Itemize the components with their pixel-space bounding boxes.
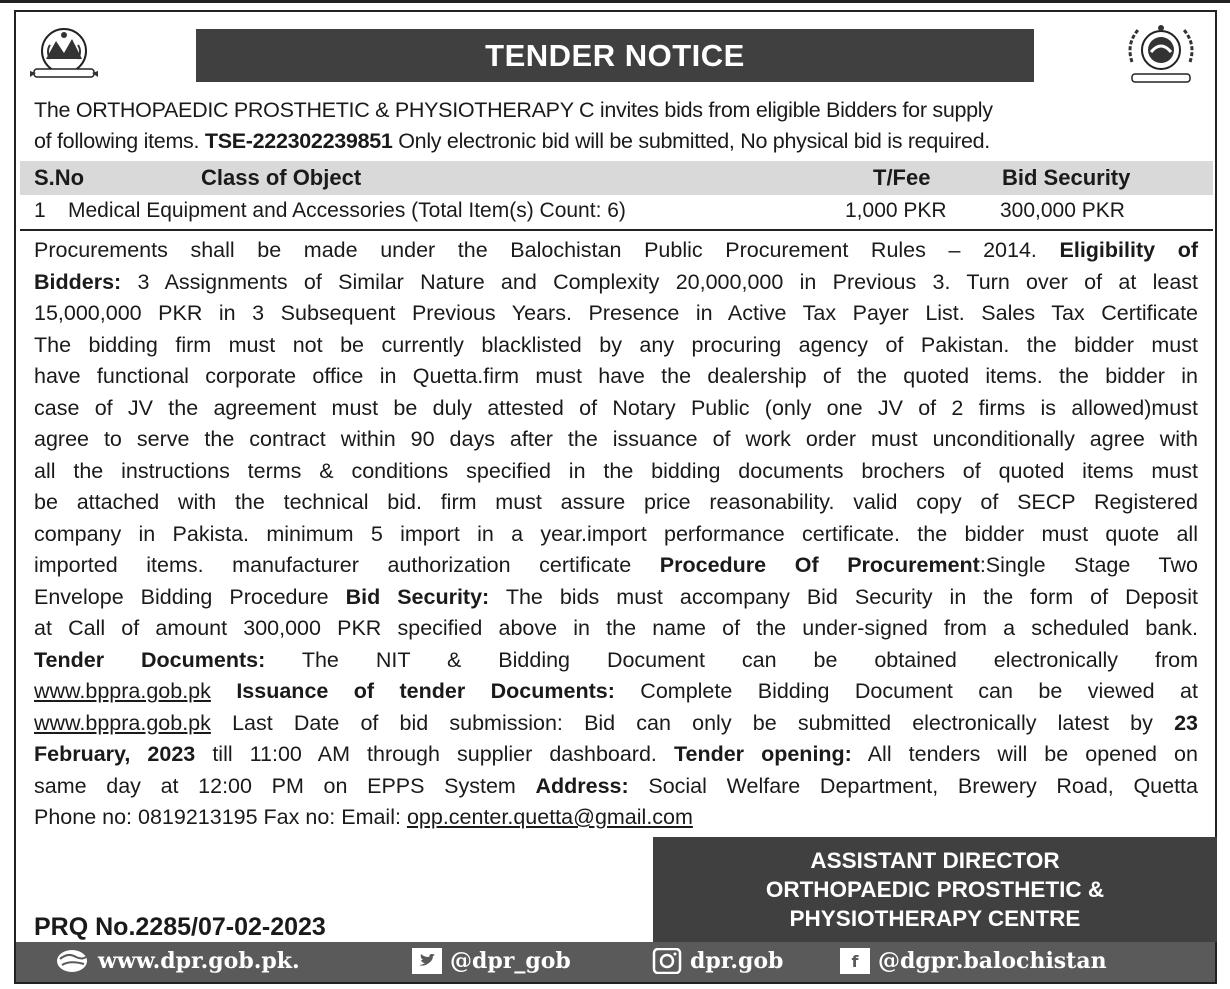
tse-reference: TSE-222302239851 bbox=[204, 129, 393, 153]
balochistan-emblem-logo bbox=[28, 25, 100, 85]
text: Phone no: 0819213195 Fax no: Email: bbox=[34, 805, 401, 829]
intro-line-2 bbox=[34, 126, 1204, 157]
text: 3 Assignments of Similar Nature and Complexity 20,000,000 in Previous 3. Turn over of at least bbox=[137, 269, 1198, 294]
website-text: www.dpr.gob.pk. bbox=[98, 948, 300, 974]
cell-tfee: 1,000 PKR bbox=[845, 199, 947, 222]
header-tfee: T/Fee bbox=[873, 165, 931, 190]
instagram-handle: dpr.gob bbox=[690, 948, 784, 974]
items-table bbox=[20, 161, 1213, 231]
email-link[interactable]: opp.center.quetta@gmail.com bbox=[406, 805, 693, 829]
body-line bbox=[34, 739, 1198, 771]
body-line: case of JV the agreement must be duly attested of Notary Public (only one JV of 2 firms is allowed)must bbox=[34, 395, 1198, 420]
body-line bbox=[34, 550, 1198, 582]
text: imported items. manufacturer authorization certificate bbox=[34, 553, 632, 577]
twitter-handle: @dpr_gob bbox=[450, 948, 571, 974]
facebook-handle: @dgpr.balochistan bbox=[878, 948, 1107, 974]
table-row bbox=[20, 195, 1213, 231]
cell-sno: 1 bbox=[34, 199, 46, 222]
intro-line-2-post: Only electronic bid will be submitted, No physical bid is required. bbox=[398, 129, 990, 153]
body-line: 15,000,000 PKR in 3 Subsequent Previous Years. Presence in Active Tax Payer List. Sales Tax Certificate bbox=[34, 301, 1198, 325]
deadline-month-year: February, 2023 bbox=[34, 742, 196, 766]
signature-line-3: PHYSIOTHERAPY CENTRE bbox=[789, 906, 1081, 931]
body-line bbox=[34, 802, 1198, 834]
text: Last Date of bid submission: Bid can only be submitted electronically latest by bbox=[232, 710, 1153, 735]
signature-line-2: ORTHOPAEDIC PROSTHETIC & bbox=[765, 877, 1105, 902]
intro-paragraph bbox=[34, 95, 1204, 157]
footer-facebook[interactable] bbox=[840, 948, 1107, 974]
body-line: at Call of amount 300,000 PKR specified above in the name of the under-signed from a scheduled bank. bbox=[34, 616, 1198, 640]
footer-website[interactable] bbox=[54, 948, 300, 974]
body-line: all the instructions terms & conditions specified in the bidding documents brochers of quoted items must bbox=[34, 458, 1198, 483]
government-emblem-logo bbox=[1120, 22, 1202, 88]
prq-number: PRQ No.2285/07-02-2023 bbox=[34, 913, 326, 941]
issuance-heading: Issuance of tender Documents: bbox=[236, 679, 615, 703]
procedure-heading: Procedure Of Procurement bbox=[659, 553, 980, 577]
body-line: agree to serve the contract within 90 days after the issuance of work order must unconditionally agree with bbox=[34, 427, 1198, 451]
bppra-link[interactable]: www.bppra.gob.pk bbox=[34, 710, 211, 735]
tender-documents-heading: Tender Documents: bbox=[34, 647, 266, 672]
text: Social Welfare Department, Brewery Road, Quetta bbox=[648, 773, 1198, 798]
bppra-link[interactable]: www.bppra.gob.pk bbox=[34, 679, 211, 703]
body-line: company in Pakista. minimum 5 import in a year.import performance certificate. the bidder must quote all bbox=[34, 521, 1198, 546]
text: :Single Stage Two bbox=[979, 553, 1198, 577]
header-class-of-object: Class of Object bbox=[201, 165, 362, 190]
cell-bid-security: 300,000 PKR bbox=[1000, 199, 1125, 222]
address-heading: Address: bbox=[535, 773, 629, 798]
footer-bar bbox=[16, 942, 1215, 982]
footer-instagram[interactable] bbox=[652, 948, 783, 974]
body-line bbox=[34, 676, 1198, 708]
body-line bbox=[34, 582, 1198, 614]
table-header-row bbox=[20, 161, 1213, 195]
facebook-icon: f bbox=[840, 948, 870, 974]
bid-security-heading: Bid Security: bbox=[345, 584, 490, 609]
body-line bbox=[34, 708, 1198, 740]
header-bid-security: Bid Security bbox=[1002, 165, 1131, 190]
intro-line-1: The ORTHOPAEDIC PROSTHETIC & PHYSIOTHERAPY C invites bids from eligible Bidders for supply bbox=[34, 98, 993, 122]
deadline-day: 23 bbox=[1174, 710, 1198, 735]
text: same day at 12:00 PM on EPPS System bbox=[34, 773, 516, 798]
text: The bids must accompany Bid Security in the form of Deposit bbox=[505, 584, 1198, 609]
body-line bbox=[34, 771, 1198, 803]
body-line bbox=[34, 235, 1198, 267]
body-line: have functional corporate office in Quetta.firm must have the dealership of the quoted items. the bidder in bbox=[34, 364, 1198, 388]
intro-line-2-pre: of following items. bbox=[34, 129, 200, 153]
text: Complete Bidding Document can be viewed at bbox=[640, 679, 1198, 703]
body-line bbox=[34, 645, 1198, 677]
twitter-icon bbox=[412, 948, 442, 974]
eligibility-heading: Eligibility of bbox=[1059, 238, 1198, 262]
tender-body-text bbox=[34, 235, 1198, 834]
globe-icon bbox=[54, 948, 90, 974]
header-sno: S.No bbox=[34, 165, 85, 190]
signature-line-1: ASSISTANT DIRECTOR bbox=[810, 848, 1060, 873]
body-line: The bidding firm must not be currently blacklisted by any procuring agency of Pakistan. the bidder must bbox=[34, 332, 1198, 357]
instagram-icon bbox=[652, 948, 682, 974]
text: The NIT & Bidding Document can be obtained electronically from bbox=[301, 647, 1198, 672]
text: Envelope Bidding Procedure bbox=[34, 584, 329, 609]
tender-opening-heading: Tender opening: bbox=[673, 742, 852, 766]
cell-class-of-object: Medical Equipment and Accessories (Total Item(s) Count: 6) bbox=[68, 199, 626, 222]
signature-block bbox=[653, 837, 1217, 942]
footer-twitter[interactable] bbox=[412, 948, 571, 974]
text: All tenders will be opened on bbox=[867, 742, 1198, 766]
text: till 11:00 AM through supplier dashboard. bbox=[212, 742, 657, 766]
body-line bbox=[34, 267, 1198, 299]
bidders-heading: Bidders: bbox=[34, 269, 122, 294]
body-line: be attached with the technical bid. firm must assure price reasonability. valid copy of SECP Registered bbox=[34, 490, 1198, 514]
text: Procurements shall be made under the Balochistan Public Procurement Rules – 2014. bbox=[34, 238, 1037, 262]
top-rule bbox=[0, 0, 1230, 3]
tender-notice-title: TENDER NOTICE bbox=[196, 29, 1034, 82]
